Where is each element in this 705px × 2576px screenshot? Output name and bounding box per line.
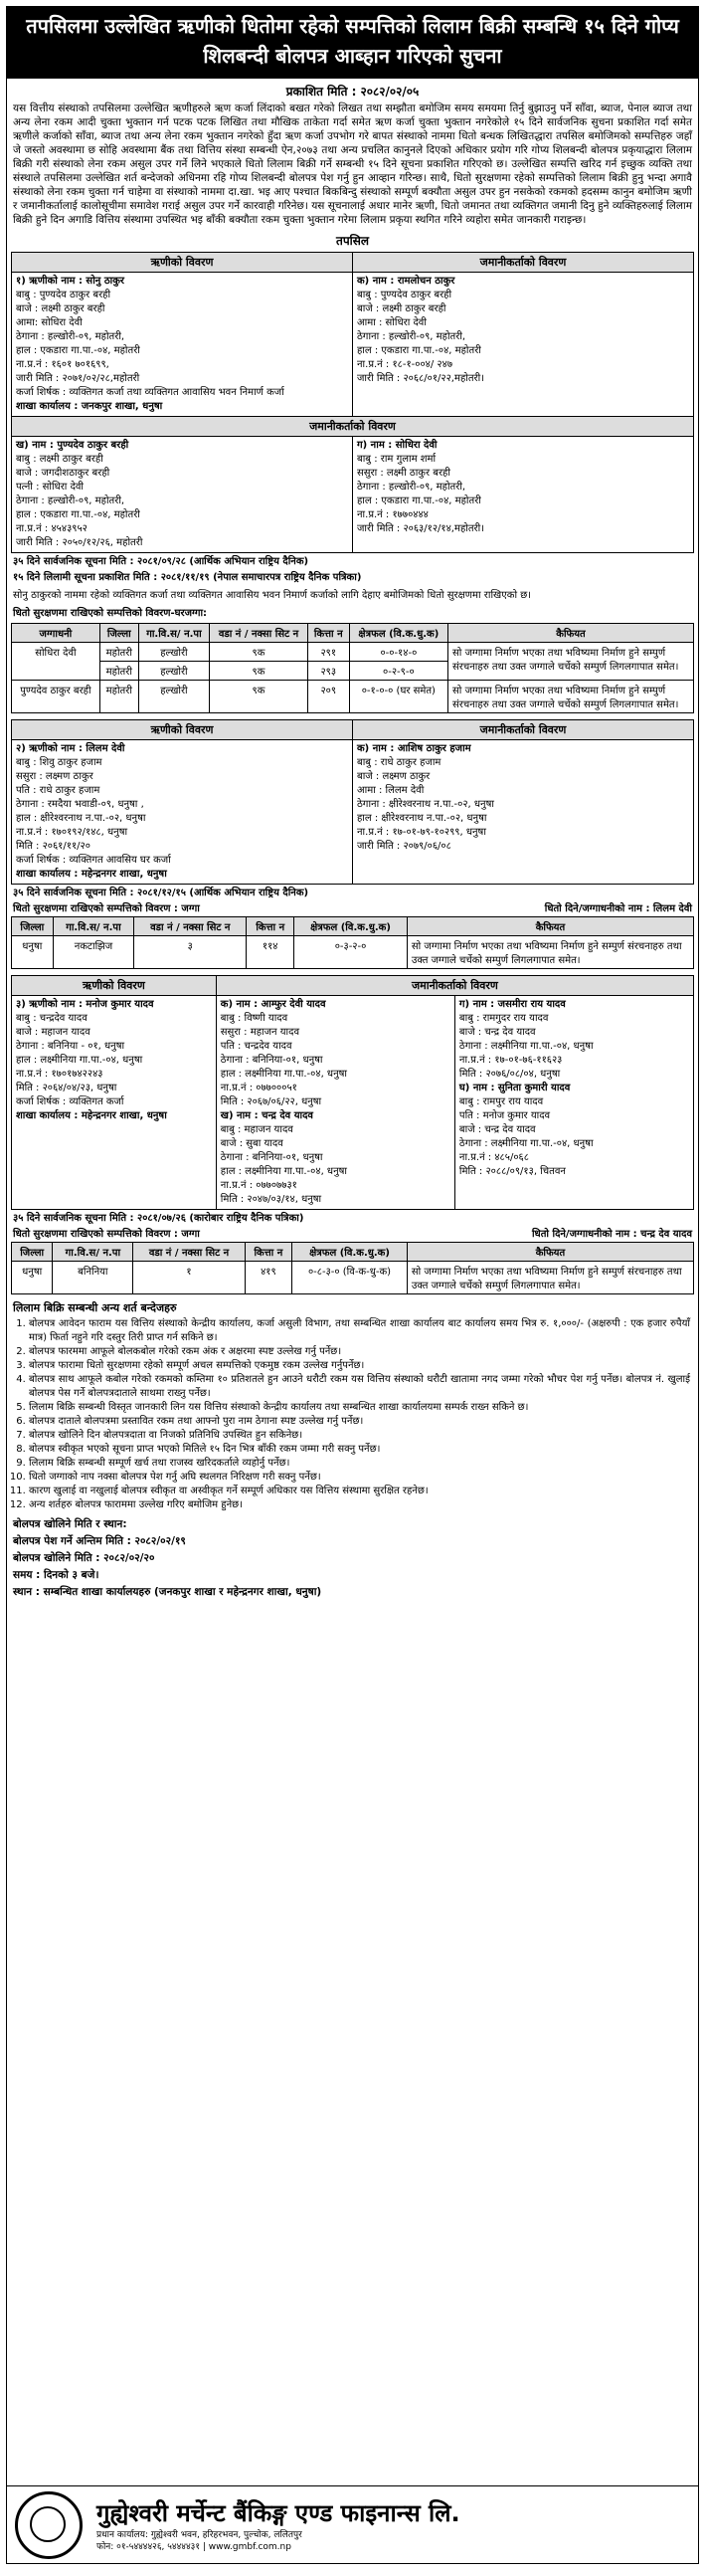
col-ward: वडा नं / नक्सा सिट न <box>210 624 308 643</box>
case3-guarantor1-line: पति : चन्द्रदेव यादव <box>220 1041 292 1052</box>
case1-guarantor2-line: ना.प्र.नं : ४५४३९५२ <box>16 523 88 534</box>
cell-remarks: सो जग्गामा निर्माण भएका तथा भविष्यमा निर्माण हुने सम्पुर्ण संरचनाहरु तथा उक्त जग्गाले चर्चेको सम्पुर्ण लिगलगापात समेत। <box>448 643 694 681</box>
cell-district: महोतरी <box>99 662 138 681</box>
cell-ward: १ <box>133 1262 245 1294</box>
case3-guarantor1-line: मिति : २०६७/०६/२२, धनुषा <box>220 1096 322 1107</box>
cell-area: ०-१-०-० (घर समेत) <box>349 681 447 713</box>
case1-borrower-line: ना.प्र.नं : १६०१ ७०१६९९, <box>16 359 109 370</box>
case2-guarantor-line: बाजे : लक्ष्मण ठाकुर <box>357 771 431 782</box>
case3-guarantor1-line: ठेगाना : बनिनिया-०१, धनुषा <box>220 1152 323 1163</box>
cell-owner: सोधिरा देवी <box>12 643 100 681</box>
case2-notice-35day: ३५ दिने सार्वजनिक सूचना मिति : २०८१/१२/१५ (आर्थिक अभियान राष्ट्रिय दैनिक) <box>13 888 309 898</box>
col-vdc: गा.वि.स/ न.पा <box>53 917 134 936</box>
case3-guarantor1-line: हाल : लक्ष्मीनिया गा.पा.-०४, धनुषा <box>220 1166 347 1177</box>
cell-kitta: २०९ <box>307 681 349 713</box>
company-logo-icon <box>15 2491 83 2559</box>
case1-borrower-line: बाजे : लक्ष्मी ठाकुर बरही <box>16 303 105 314</box>
table-row <box>12 936 694 969</box>
case3-guarantor1-line: हाल : लक्ष्मीनिया गा.पा.-०४, धनुषा <box>220 1069 347 1080</box>
case1-borrower-line: कर्जा शिर्षक : व्यक्तिगत कर्जा तथा व्यक्तिगत आवासिय भवन निमार्ण कर्जा <box>16 387 284 398</box>
case3-guarantor2-line: मिति : २०७६/०८/०४, धनुषा <box>458 1069 561 1080</box>
schedule-submit-date: बोलपत्र पेश गर्ने अन्तिम मिति : २०८२/०२/१९ <box>13 1535 186 1547</box>
case3-guarantor1-line: ना.प्र.नं : ०७७०००५१ <box>220 1083 297 1093</box>
case3-guarantor2-line: बाबु : रामगुदर राय यादव <box>458 1013 549 1024</box>
case1-collateral-title: धितो सुरक्षणमा राखिएको सम्पत्तिको विवरण-घरजग्गा: <box>13 608 208 619</box>
terms-item: 2. बोलपत्र फारममा आफूले बोलकबोल गरेको रकम अंक र अक्षरमा स्पष्ट उल्लेख गर्नु पर्नेछ। <box>29 1345 690 1359</box>
terms-item: 12. अन्य शर्तहरु बोलपत्र फाराममा उल्लेख गरिए बमोजिम हुनेछ। <box>29 1498 690 1512</box>
terms-item: 1. बोलपत्र आवेदन फाराम यस वित्तिय संस्थाको केन्द्रीय कार्यालय, कर्जा असुली विभाग, तथा सम्बन्धित शाखा कार्यालय बाट कार्यालय समय भित्र रु. १,०००/- (अक्षरुपी : एक हजार रुपैयाँ मात्र) फिर्ता नहुने गरि दस्तुर तिरी प्राप्त गर्न सकिने छ। <box>29 1317 690 1345</box>
case1-guarantor1-line: आमा : सोधिरा देवी <box>357 317 427 328</box>
case1-guarantor1-line: बाबु : पुण्यदेव ठाकुर बरही <box>357 290 452 300</box>
notice-page <box>6 6 699 2564</box>
case2-guarantor-line: जारी मिति : २०७९/०६/०८ <box>357 841 451 852</box>
case2-collateral-header <box>7 902 698 916</box>
terms-item: 9. लिलाम बिक्रि सम्बन्धी सम्पूर्ण खर्च तथा राजस्व खरिदकर्ताले व्यहोर्नु पर्नेछ। <box>29 1457 690 1471</box>
cell-district: धनुषा <box>12 1262 53 1294</box>
col-ward: वडा नं / नक्सा सिट न <box>133 1243 245 1262</box>
case1-borrower-line: ठेगाना : हल्खोरी-०९, महोतरी, <box>16 331 125 342</box>
case1-notice-15day: १५ दिने लिलामी सूचना प्रकाशित मिति : २०८१/११/१९ (नेपाल समाचारपत्र राष्ट्रिय दैनिक पत्रिका) <box>13 572 362 583</box>
notice-title: तपसिलमा उल्लेखित ऋणीको धितोमा रहेको सम्पत्तिको लिलाम बिक्री सम्बन्धि १५ दिने गोप्य शिलबन्दी बोलपत्र आब्हान गरिएको सुचना <box>7 7 698 79</box>
case3-borrower-table <box>11 975 694 1210</box>
case1-borrower-table <box>11 252 694 553</box>
case3-guarantor2-line: बाबु : रामपुर राय यादव <box>458 1096 544 1107</box>
cell-kitta: २९३ <box>307 662 349 681</box>
case3-guarantor1-line: ख) नाम : चन्द्र देव यादव <box>220 1110 313 1121</box>
case3-collateral-title: धितो सुरक्षणमा राखिएको सम्पत्तिको विवरण : जग्गा <box>13 1229 200 1240</box>
case2-borrower-line: हाल : क्षीरेश्वरनाथ न.पा.-०२, धनुषा <box>16 813 146 824</box>
case3-owner: धितो दिने/जग्गाधनीको नाम : चन्द्र देव यादव <box>531 1229 692 1240</box>
col-area: क्षेत्रफल (वि.क.धु.क) <box>294 917 408 936</box>
col-district: जिल्ला <box>12 1243 53 1262</box>
terms-item: 3. बोलपत्र फारामा धितो सुरक्षणमा रहेको सम्पूर्ण अचल सम्पत्तिको एकमुष्ठ रकम उल्लेख गर्नुपर्नेछ। <box>29 1359 690 1373</box>
terms-item: 8. बोलपत्र स्वीकृत भएको सूचना प्राप्त भएको मितिले १५ दिन भित्र बाँकी रकम जम्मा गरी सक्नु पर्नेछ। <box>29 1443 690 1457</box>
case3-guarantor2-line: ठेगाना : लक्ष्मीनिया गा.पा.-०४, धनुषा <box>458 1138 594 1149</box>
case2-borrower-line: पति : राधे ठाकुर हजाम <box>16 785 100 796</box>
table-row <box>12 681 694 713</box>
cell-area: ०-३-२-० <box>294 936 408 969</box>
case2-guarantor-line: आमा : लिलम देवी <box>357 785 425 796</box>
case1-borrower <box>12 273 353 417</box>
cell-kitta: २९१ <box>307 643 349 662</box>
case3-borrower-line: बाजे : महाजन यादव <box>16 1027 90 1038</box>
case1-guarantor1 <box>353 273 694 417</box>
borrower-details-heading: ऋणीको विवरण <box>12 253 353 273</box>
case3-borrower <box>12 996 217 1210</box>
cell-vdc: बनिनिया <box>53 1262 133 1294</box>
case1-borrower-line: आमा: सोधिरा देवी <box>16 317 83 328</box>
cell-district: धनुषा <box>12 936 54 969</box>
cell-district: महोतरी <box>99 643 138 662</box>
case3-borrower-line: कर्जा शिर्षक : व्यक्तिगत कर्जा <box>16 1096 124 1107</box>
case1-guarantor2-line: जारी मिति : २०५०/१२/२६, महोतरी <box>16 537 143 548</box>
cell-district: महोतरी <box>99 681 138 713</box>
footer-text <box>83 2496 460 2553</box>
intro-paragraph: यस वित्तीय संस्थाको तपसिलमा उल्लेखित ऋणीहरुले ऋण कर्जा लिंदाको बखत गरेको लिखत तथा सम्झौता बमोजिम समय समयमा तिर्नु बुझाउनु पर्ने साँवा, ब्याज, पेनाल ब्याज तथा अन्य लेना रकम आदी चुक्ता भुक्तान गर्न पटक पटक लिखित तथा मौखिक ताकेता गर्दा समेत ऋण कर्जा चुक्ता भुक्तान नगरेकोले १५ दिने सार्वजनिक सुचना प्रकाशित गर्दा समेत ऋणीले कर्जाको साँवा, ब्याज तथा अन्य लेना रकम भुक्तान नगरेको हुँदा ऋण कर्जा उपभोग गरे बापत संस्थाको नाममा धितो बन्धक लिखितद्धारा तपसिल बमोजिमको सम्पत्तिहरु जहाँ जे जस्तो अवस्थामा छ सोहि अवस्थामा बैंक तथा वित्तिय संस्था सम्बन्धी ऐन,२०७३ तथा अन्य प्रचलित कानुनले दिएको अधिकार प्रयोग गरि गोप्य शिलबन्दी बोलपत्र प्रकृयाद्धारा लिलाम बिक्री गरी संस्थाको लेना रकम असुल उपर गर्ने लिने भएकाले धितो लिलाम बिक्री गर्ने सम्बन्धी १५ दिने सूचना प्रकाशित गरिएको छ। उल्लेखित सम्पत्ति खरिद गर्न इच्छुक व्यक्ति तथा संस्थाले तपसिलमा उल्लेखित शर्त बन्देजको अधिनमा रहि गोप्य शिलबन्दी बोलपत्र पेश गर्नु हुन आव्हान गरिन्छ। साथै, धितो सुरक्षणमा रहेको सम्पत्तिको लिलाम बिक्री हुनु भन्दा अगावै संस्थाको लेना रकम चुक्ता गर्न चाहेमा वा संस्थाको नाममा दा.खा. भइ आए पश्चात बिकबिन्दु संस्थाको सम्पूर्ण बक्यौता असुल उपर हुन नसकेको रकमको हदसम्म कानुन बमोजिम ऋणी र जमानीकर्तालाई कालोसूचीमा समावेश गराई असुल उपर गर्ने कारवाही गरिनेछ। यस सूचनालाई अधार मानेर ऋणी, धितो जमानत तथा व्यक्तिगत जमानी दिनु हुने व्यक्तिहरुलाई लिलाम बिक्री हुने दिन अगाडि वित्तिय संस्थामा उपस्थित भइ बाँकी बक्यौता रकम चुक्ता भुक्तान गरेमा लिलाम प्रकृया स्थगित गरिने व्यहोरा समेत जानकारी गराइन्छ। <box>13 102 692 226</box>
case1-borrower-line: जारी मिति : २०७१/०२/२८,महोतरी <box>16 373 140 384</box>
case1-collateral-table <box>11 623 694 713</box>
guarantor-details-heading: जमानीकर्ताको विवरण <box>216 976 693 996</box>
footer <box>7 2485 698 2563</box>
case3-guarantor1-line: ना.प्र.नं : ०७७०७७३१ <box>220 1180 297 1191</box>
cell-ward: ९क <box>210 681 308 713</box>
cell-area: ०-८-३-० (वि-क-धु-क) <box>292 1262 408 1294</box>
case2-borrower-line: २) ऋणीको नाम : लिलम देवी <box>16 743 125 754</box>
schedule-time: समय : दिनको ३ बजे। <box>13 1569 99 1581</box>
terms-item: 11. कारण खुलाई वा नखुलाई बोलपत्र स्वीकृत वा अस्वीकृत गर्ने सम्पूर्ण अधिकार यस वित्तिय संस्थामा सुरक्षित रहनेछ। <box>29 1485 690 1498</box>
case3-guarantor2-line: बाजे : चन्द्र देव यादव <box>458 1124 536 1135</box>
cell-remarks: सो जग्गामा निर्माण भएका तथा भविष्यमा निर्माण हुने सम्पुर्ण संरचनाहरु तथा उक्त जग्गाले चर्चेको सम्पुर्ण लिगलगापात समेत। <box>407 936 693 969</box>
terms-item: 6. बोलपत्र दाताले बोलपत्रमा प्रस्तावित रकम तथा आफ्नो पुरा नाम ठेगाना स्पष्ट उल्लेख गर्नु पर्नेछ। <box>29 1415 690 1429</box>
case3-guarantor2-line: ठेगाना : लक्ष्मीनिया गा.पा.-०४, धनुषा <box>458 1041 594 1052</box>
case3-borrower-line: ठेगाना : बनिनिया - ०१, धनुषा <box>16 1041 125 1052</box>
case2-guarantor <box>353 740 694 885</box>
cell-remarks: सो जग्गामा निर्माण भएका तथा भविष्यमा निर्माण हुने सम्पुर्ण संरचनाहरु तथा उक्त जग्गाले चर्चेको सम्पुर्ण लिगलगापात समेत। <box>448 681 694 713</box>
company-contact: फोन: ०१-५४४४४२६, ५४४४४३१ | www.gmbf.com.np <box>96 2542 291 2552</box>
cell-vdc: हल्खोरी <box>138 681 209 713</box>
cell-vdc: हल्खोरी <box>138 643 209 662</box>
case3-guarantor2-line: घ) नाम : सुनिता कुमारी यादव <box>458 1083 571 1093</box>
borrower-details-heading: ऋणीको विवरण <box>12 976 217 996</box>
col-remarks: कैफियत <box>407 1243 693 1262</box>
case3-borrower-line: मिति : २०६४/०४/२३, धनुषा <box>16 1083 117 1093</box>
case1-guarantor3-line: ग) नाम : सोधिरा देवी <box>357 440 438 451</box>
table-row <box>12 643 694 662</box>
case2-borrower-line: ना.प्र.नं : १७०१९२/१४८, धनुषा <box>16 827 128 838</box>
case1-guarantor1-line: जारी मिति : २०६८/०१/२२,महोतरी। <box>357 373 485 384</box>
case2-owner: धितो दिने/जग्गाधनीको नाम : लिलम देवी <box>544 903 692 914</box>
case3-guarantor1-line: ठेगाना : बनिनिया-०१, धनुषा <box>220 1055 323 1066</box>
case2-collateral-title: धितो सुरक्षणमा राखिएको सम्पत्तिको विवरण : जग्गा <box>13 903 200 914</box>
case2-borrower-line: कर्जा शिर्षक : व्यक्तिगत आवसिय घर कर्जा <box>16 855 171 866</box>
case3-guarantor1-line: ससुरा : महाजन यादव <box>220 1027 300 1038</box>
case2-guarantor-line: बाबु : राधे ठाकुर हजाम <box>357 757 441 768</box>
case1-guarantor3-line: बाबु : राम गुलाम शर्मा <box>357 454 437 465</box>
table-row <box>12 1262 694 1294</box>
case1-guarantor3 <box>353 437 694 553</box>
case1-guarantor3-line: ना.प्र.नं : १७७०४४४ <box>357 509 429 520</box>
case1-guarantor1-line: हाल : एकडारा गा.पा.-०४, महोतरी <box>357 345 481 356</box>
case2-borrower-line: शाखा कार्यालय : महेन्द्रनगर शाखा, धनुषा <box>16 869 167 880</box>
col-kitta: कित्ता न <box>247 917 294 936</box>
cell-vdc: नकटाझिज <box>53 936 134 969</box>
case3-guarantor2-line: बाजे : चन्द्र देव यादव <box>458 1027 536 1038</box>
case2-borrower-line: ठेगाना : रमदैया भवाडी-०९, धनुषा , <box>16 799 144 810</box>
col-area: क्षेत्रफल (वि.क.धु.क) <box>292 1243 408 1262</box>
schedule-open-date: बोलपत्र खोलिने मिति : २०८२/०२/२० <box>13 1552 155 1564</box>
guarantor-details-heading: जमानीकर्ताको विवरण <box>353 253 694 273</box>
case1-guarantor2-line: बाजे : जगदीशठाकुर बरही <box>16 468 110 479</box>
case2-borrower-line: बाबु : शिवु ठाकुर हजाम <box>16 757 102 768</box>
case3-guarantor2 <box>454 996 693 1210</box>
case2-guarantor-line: क) नाम : आशिष ठाकुर हजाम <box>357 743 471 754</box>
cell-ward: ३ <box>134 936 247 969</box>
case3-guarantor1-line: बाबु : विष्णी यादव <box>220 1013 288 1024</box>
cell-remarks: सो जग्गामा निर्माण भएका तथा भविष्यमा निर्माण हुने सम्पुर्ण संरचनाहरु तथा उक्त जग्गाले चर्चेको सम्पुर्ण लिगलगापात समेत। <box>407 1262 693 1294</box>
case3-borrower-line: शाखा कार्यालय : महेन्द्रनगर शाखा, धनुषा <box>16 1110 167 1121</box>
case1-guarantor1-line: बाजे : लक्ष्मी ठाकुर बरही <box>357 303 446 314</box>
case3-guarantor2-line: ग) नाम : जसमीरा राय यादव <box>458 999 566 1010</box>
case3-borrower-line: हाल : लक्ष्मीनिया गा.पा.-०४, धनुषा <box>16 1055 143 1066</box>
case3-borrower-line: बाबु : चन्द्रदेव यादव <box>16 1013 88 1024</box>
guarantor-details-heading: जमानीकर्ताको विवरण <box>353 720 694 740</box>
case2-guarantor-line: हाल : क्षीरेश्वरनाथ न.पा.-०२, धनुषा <box>357 813 487 824</box>
case1-notice-35day: ३५ दिने सार्वजनिक सूचना मिति : २०८१/०९/२८ (आर्थिक अभियान राष्ट्रिय दैनिक) <box>13 556 309 567</box>
schedule-title: बोलपत्र खोलिने मिति र स्थान: <box>13 1518 127 1530</box>
cell-owner: पुण्यदेव ठाकुर बरही <box>12 681 100 713</box>
company-address: प्रधान कार्यालय: गुह्येश्वरी भवन, हरिहरभवन, पुल्चोक, ललितपुर <box>96 2530 302 2540</box>
case3-collateral-header <box>7 1228 698 1242</box>
case1-guarantor1-line: ठेगाना : हल्खोरी-०९, महोतरी, <box>357 331 466 342</box>
case1-guarantor2-line: हाल : एकडारा गा.पा.-०४, महोतरी <box>16 509 140 520</box>
terms-list <box>7 1317 698 1512</box>
case1-borrower-line: बाबु : पुण्यदेव ठाकुर बरही <box>16 290 111 300</box>
col-ward: वडा नं / नक्सा सिट न <box>134 917 247 936</box>
case1-borrower-line: १) ऋणीको नाम : सोनु ठाकुर <box>16 276 124 287</box>
col-remarks: कैफियत <box>448 624 694 643</box>
case1-guarantor2-line: बाबु : लक्ष्मी ठाकुर बरही <box>16 454 103 465</box>
borrower-details-heading: ऋणीको विवरण <box>12 720 353 740</box>
terms-item: 4. बोलपत्र साथ आफूले कबोल गरेको रकमको कम्तिमा १० प्रतिशतले हुन आउने धरौटी रकम यस वित्तिय संस्थाको धरौटी खातामा नगद जम्मा गरेको भौचर पेश गर्नु पर्नेछ। बोलपत्र नं. खुलाई बोलपत्र पेस गर्ने बोलपत्रदाताले साथमा राख्नु पर्नेछ। <box>29 1373 690 1401</box>
schedule-place: स्थान : सम्बन्धित शाखा कार्यालयहरु (जनकपुर शाखा र महेन्द्रनगर शाखा, धनुषा) <box>13 1586 322 1598</box>
tapasil-heading: तपसिल <box>335 234 369 248</box>
col-vdc: गा.वि.स/ न.पा <box>138 624 209 643</box>
company-name: गुह्येश्वरी मर्चेन्ट बैंकिङ्ग एण्ड फाइनान्स लि. <box>96 2499 460 2527</box>
case1-guarantor3-line: जारी मिति : २०६३/१२/१४,महोतरी। <box>357 523 485 534</box>
case1-borrower-line: हाल : एकडारा गा.पा.-०४, महोतरी <box>16 345 140 356</box>
case3-guarantor2-line: मिति : २०८८/०९/१३, चितवन <box>458 1166 566 1177</box>
case3-guarantor2-line: ना.प्र.नं : ४८५/०६८ <box>458 1152 529 1163</box>
terms-item: 7. बोलपत्र खोलिने दिन बोलपत्रदाता वा निजको प्रतिनिधि उपस्थित हुन सकिनेछ। <box>29 1429 690 1443</box>
guarantor-details-heading: जमानीकर्ताको विवरण <box>12 417 694 437</box>
case2-borrower-line: ससुरा : लक्ष्मण ठाकुर <box>16 771 93 782</box>
case3-guarantor1-line: मिति : २०४७/०३/१४, धनुषा <box>220 1194 322 1205</box>
col-vdc: गा.वि.स/ न.पा <box>53 1243 133 1262</box>
case3-guarantor2-line: पति : मनोज कुमार यादव <box>458 1110 551 1121</box>
case1-guarantor1-line: क) नाम : रामलोचन ठाकुर <box>357 276 455 287</box>
cell-kitta: ११४ <box>247 936 294 969</box>
case1-guarantor2-line: ख) नाम : पुण्यदेव ठाकुर बरही <box>16 440 129 451</box>
terms-item: 10. धितो जग्गाको नाप नक्सा बोलपत्र पेश गर्नु अघि स्थलगत निरिक्षण गरी सक्नु पर्नेछ। <box>29 1471 690 1485</box>
case3-guarantor1-line: क) नाम : आम्फुर देवी यादव <box>220 999 326 1010</box>
case2-collateral-table <box>11 916 694 969</box>
case1-guarantor2 <box>12 437 353 553</box>
case1-guarantor2-line: पत्नी : सोधिरा देवी <box>16 482 85 493</box>
cell-kitta: ४१९ <box>245 1262 292 1294</box>
case2-borrower-table <box>11 719 694 885</box>
col-district: जिल्ला <box>12 917 54 936</box>
case3-borrower-line: ना.प्र.नं : १७०१७४२२४३ <box>16 1069 103 1080</box>
case2-borrower-line: मिति : २०६१/११/२० <box>16 841 90 852</box>
case2-guarantor-line: ठेगाना : क्षीरेश्वरनाथ न.पा.-०२, धनुषा <box>357 799 494 810</box>
col-district: जिल्ला <box>99 624 138 643</box>
case1-guarantor3-line: ससुरा : लक्ष्मी ठाकुर बरही <box>357 468 450 479</box>
case2-guarantor-line: ना.प्र.नं : १७-०१-७९-१०२९९, धनुषा <box>357 827 486 838</box>
case1-guarantor2-line: ठेगाना : हल्खोरी-०९, महोतरी, <box>16 495 125 506</box>
col-area: क्षेत्रफल (वि.क.धु.क) <box>349 624 447 643</box>
case3-guarantor1 <box>216 996 454 1210</box>
case3-notice-35day: ३५ दिने सार्वजनिक सूचना मिति : २०८१/०७/२६ (कारोबार राष्ट्रिय दैनिक पत्रिका) <box>13 1213 304 1224</box>
publish-date: प्रकाशित मिति : २०८२/०२/०५ <box>285 85 420 99</box>
case3-collateral-table <box>11 1242 694 1294</box>
case3-borrower-line: ३) ऋणीको नाम : मनोज कुमार यादव <box>16 999 154 1010</box>
col-kitta: कित्ता न <box>245 1243 292 1262</box>
col-kitta: कित्ता न <box>307 624 349 643</box>
terms-title: लिलाम बिक्रि सम्बन्धी अन्य शर्त बन्देजहरु <box>13 1301 177 1314</box>
case1-guarantor3-line: ठेगाना : हल्खोरी-०९, महोतरी, <box>357 482 466 493</box>
cell-ward: ९क <box>210 662 308 681</box>
case1-guarantor3-line: हाल : एकडारा गा.पा.-०४, महोतरी <box>357 495 481 506</box>
case3-guarantor1-line: बाबु : महाजन यादव <box>220 1124 293 1135</box>
col-remarks: कैफियत <box>407 917 693 936</box>
terms-item: 5. लिलाम बिक्रि सम्बन्धी विस्तृत जानकारी लिन यस वित्तिय संस्थाको केन्द्रीय कार्यालय तथा सम्बन्धित शाखा कार्यालयमा सम्पर्क राख्न सकिने छ। <box>29 1401 690 1415</box>
cell-vdc: हल्खोरी <box>138 662 209 681</box>
case2-borrower <box>12 740 353 885</box>
case1-borrower-line: शाखा कार्यालय : जनकपुर शाखा, धनुषा <box>16 401 163 412</box>
case1-collateral-paragraph: सोनु ठाकुरको नाममा रहेको व्यक्तिगत कर्जा तथा व्यक्तिगत आवासिय भवन निमार्ण कर्जाको लागि देहाए बमोजिमको धितो सुरक्षणमा राखिएको छ। <box>13 590 532 601</box>
case1-guarantor1-line: ना.प्र.नं : १८-१-००४/ २४७ <box>357 359 453 370</box>
case3-guarantor1-line: बाजे : सुबा यादव <box>220 1138 283 1149</box>
case3-guarantor2-line: ना.प्र.नं : १७-०१-७६-११६२३ <box>458 1055 563 1066</box>
cell-ward: ९क <box>210 643 308 662</box>
cell-area: ०-२-९-० <box>349 662 447 681</box>
col-owner: जग्गाधनी <box>12 624 100 643</box>
cell-area: ०-०-१४-० <box>349 643 447 662</box>
